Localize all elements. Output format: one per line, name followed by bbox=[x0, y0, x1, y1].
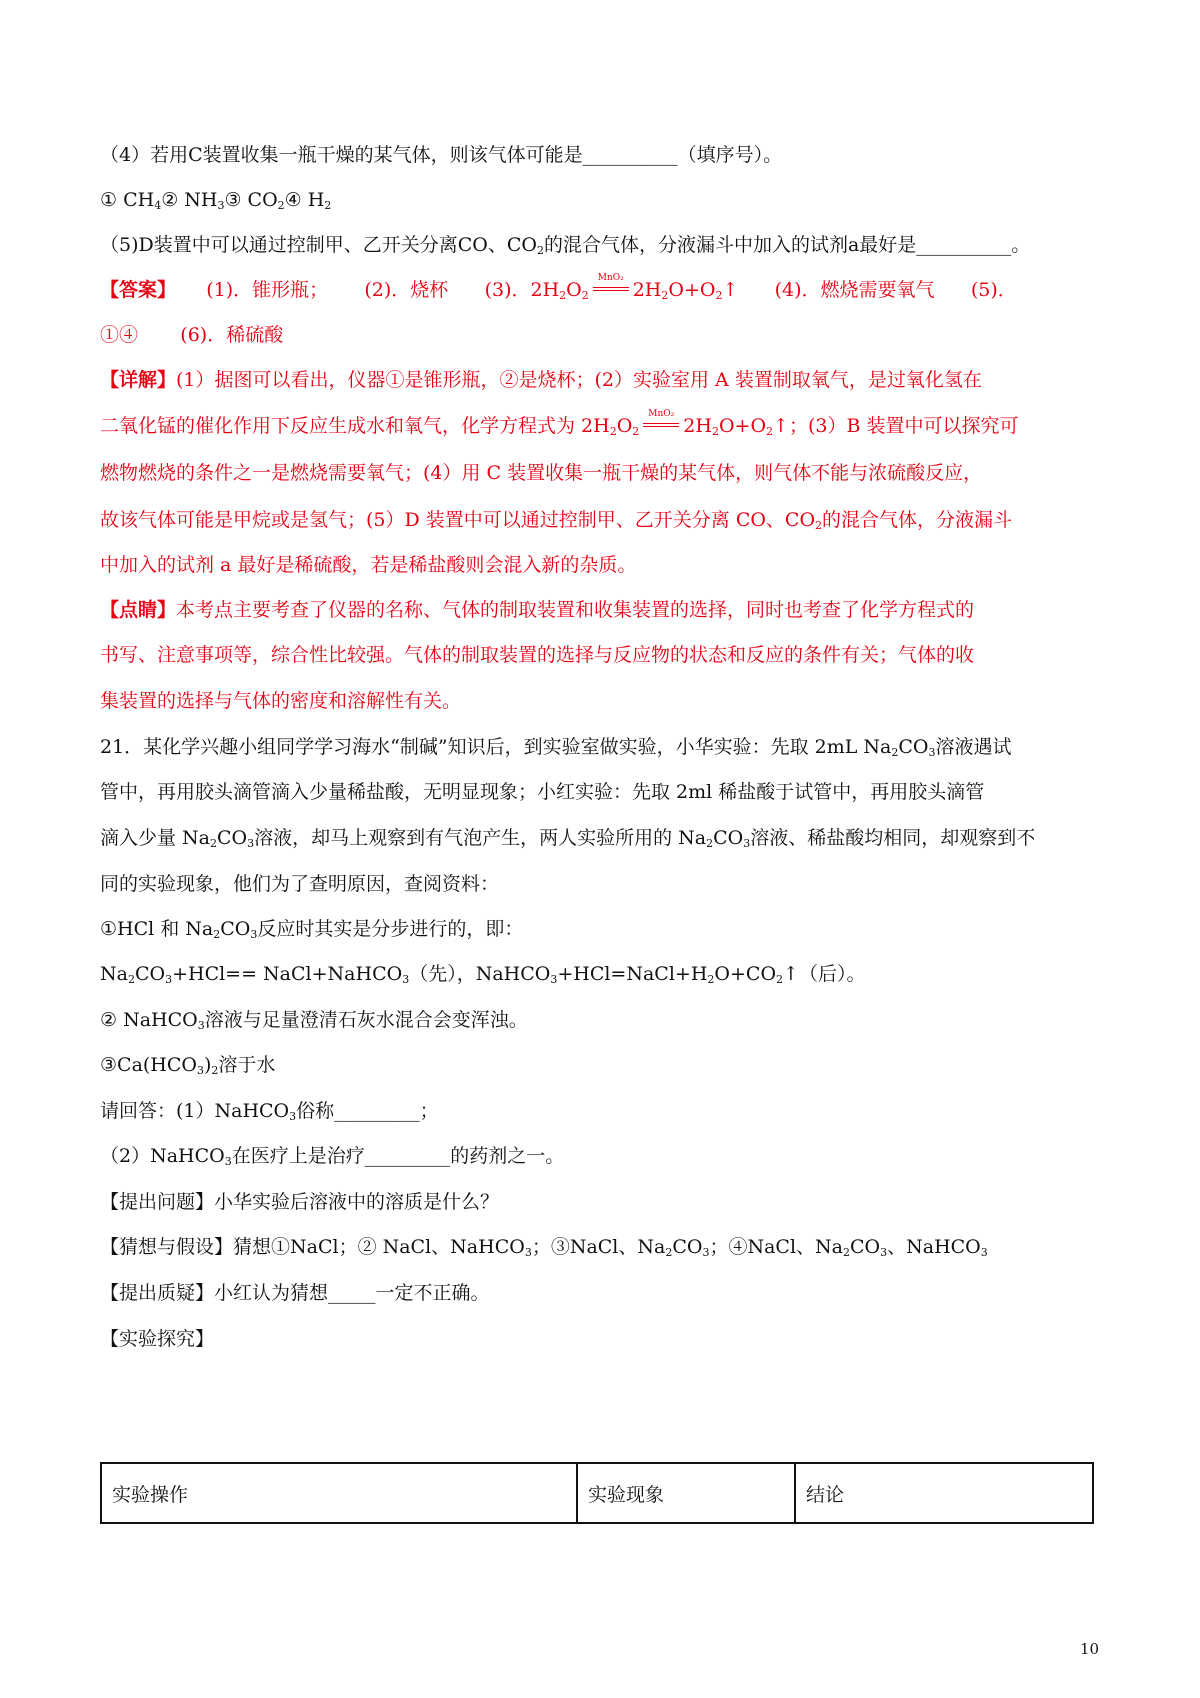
answer-line-1: 【答案】 (1)．锥形瓶； (2)．烧杯 (3)．$2H_2O_2$ MnO₂ $2H_2O+O_2↑$ (4)．燃烧需要氧气 (5)． bbox=[100, 273, 1017, 302]
question-4-options: ① $CH_4②$ $NH_3③$ $CO_2④$ $H_2$ bbox=[100, 189, 332, 212]
question-4: （4）若用C装置收集一瓶干燥的某气体，则该气体可能是__________（填序号）。 bbox=[100, 144, 783, 166]
reference-2: ② NaHCO$_3$溶液与足量澄清石灰水混合会变浑浊。 bbox=[100, 1009, 528, 1032]
question-21-line-1: 21．某化学兴趣小组同学学习海水“制碱”知识后，到实验室做实验，小华实验：先取 2mL $Na_2CO_3$溶液遇试 bbox=[100, 736, 1012, 759]
answer-line-2: ①④ (6)．稀硫酸 bbox=[100, 324, 284, 346]
detail-line-2: 二氧化锰的催化作用下反应生成水和氧气，化学方程式为 $2H_2O_2$ MnO₂ $2H_2O+O_2↑$；(3）B 装置中可以探究可 bbox=[100, 409, 1019, 438]
ask-1: 请回答：(1）NaHCO$_3$俗称_________； bbox=[100, 1100, 439, 1123]
experiment-table bbox=[100, 1462, 1094, 1524]
header-phenomenon: 实验现象 bbox=[577, 1463, 795, 1523]
reaction-condition: MnO₂ bbox=[643, 414, 679, 434]
tip-line-3: 集装置的选择与气体的密度和溶解性有关。 bbox=[100, 690, 462, 712]
reaction-condition: MnO₂ bbox=[593, 278, 629, 298]
reference-1: ①HCl 和 $Na_2CO_3$反应时其实是分步进行的，即： bbox=[100, 918, 524, 941]
table-row bbox=[101, 1463, 1093, 1523]
reference-3: $③Ca(HCO_3)_2$溶于水 bbox=[100, 1054, 276, 1077]
hypothesis: 【猜想与假设】猜想①NaCl；② NaCl、NaHCO$_3$；③NaCl、$Na_2CO_3$；④NaCl、$Na_2CO_3$、NaHCO$_3$ bbox=[100, 1236, 988, 1259]
tip-line-2: 书写、注意事项等，综合性比较强。气体的制取装置的选择与反应物的状态和反应的条件有关；气体的收 bbox=[100, 644, 975, 666]
question-5: （5)D装置中可以通过控制甲、乙开关分离CO、$CO_2$的混合气体，分液漏斗中加入的试剂a最好是__________。 bbox=[100, 234, 1031, 257]
experiment-heading: 【实验探究】 bbox=[100, 1328, 215, 1350]
detail-line-1: 【详解】(1）据图可以看出，仪器①是锥形瓶，②是烧杯；(2）实验室用 A 装置制取氧气，是过氧化氢在 bbox=[100, 369, 982, 391]
question-21-line-4: 同的实验现象，他们为了查明原因，查阅资料： bbox=[100, 873, 500, 895]
detail-line-5: 中加入的试剂 a 最好是稀硫酸，若是稀盐酸则会混入新的杂质。 bbox=[100, 554, 637, 576]
header-conclusion: 结论 bbox=[795, 1463, 1093, 1523]
doubt: 【提出质疑】小红认为猜想_____一定不正确。 bbox=[100, 1282, 490, 1304]
detail-line-3: 燃物燃烧的条件之一是燃烧需要氧气；(4）用 C 装置收集一瓶干燥的某气体，则气体不能与浓硫酸反应， bbox=[100, 462, 983, 484]
reaction-equation: $Na_2CO_3+HCl==$ NaCl+NaHCO$_3$（先），$NaHCO_3+HCl=NaCl+H_2O+CO_2↑$（后）。 bbox=[100, 963, 866, 986]
ask-2: （2）NaHCO$_3$在医疗上是治疗_________的药剂之一。 bbox=[100, 1145, 565, 1168]
tip-line-1: 【点睛】本考点主要考查了仪器的名称、气体的制取装置和收集装置的选择，同时也考查了化学方程式的 bbox=[100, 599, 975, 621]
detail-line-4: 故该气体可能是甲烷或是氢气；(5）D 装置中可以通过控制甲、乙开关分离 CO、$CO_2$的混合气体，分液漏斗 bbox=[100, 509, 1013, 532]
header-operation: 实验操作 bbox=[101, 1463, 577, 1523]
question-21-line-3: 滴入少量 $Na_2CO_3$溶液，却马上观察到有气泡产生，两人实验所用的 $Na_2CO_3$溶液、稀盐酸均相同，却观察到不 bbox=[100, 827, 1036, 850]
question-21-line-2: 管中，再用胶头滴管滴入少量稀盐酸，无明显现象；小红实验：先取 2ml 稀盐酸于试管中，再用胶头滴管 bbox=[100, 781, 985, 803]
page-number: 10 bbox=[1080, 1640, 1100, 1658]
raise-question: 【提出问题】小华实验后溶液中的溶质是什么？ bbox=[100, 1191, 500, 1213]
